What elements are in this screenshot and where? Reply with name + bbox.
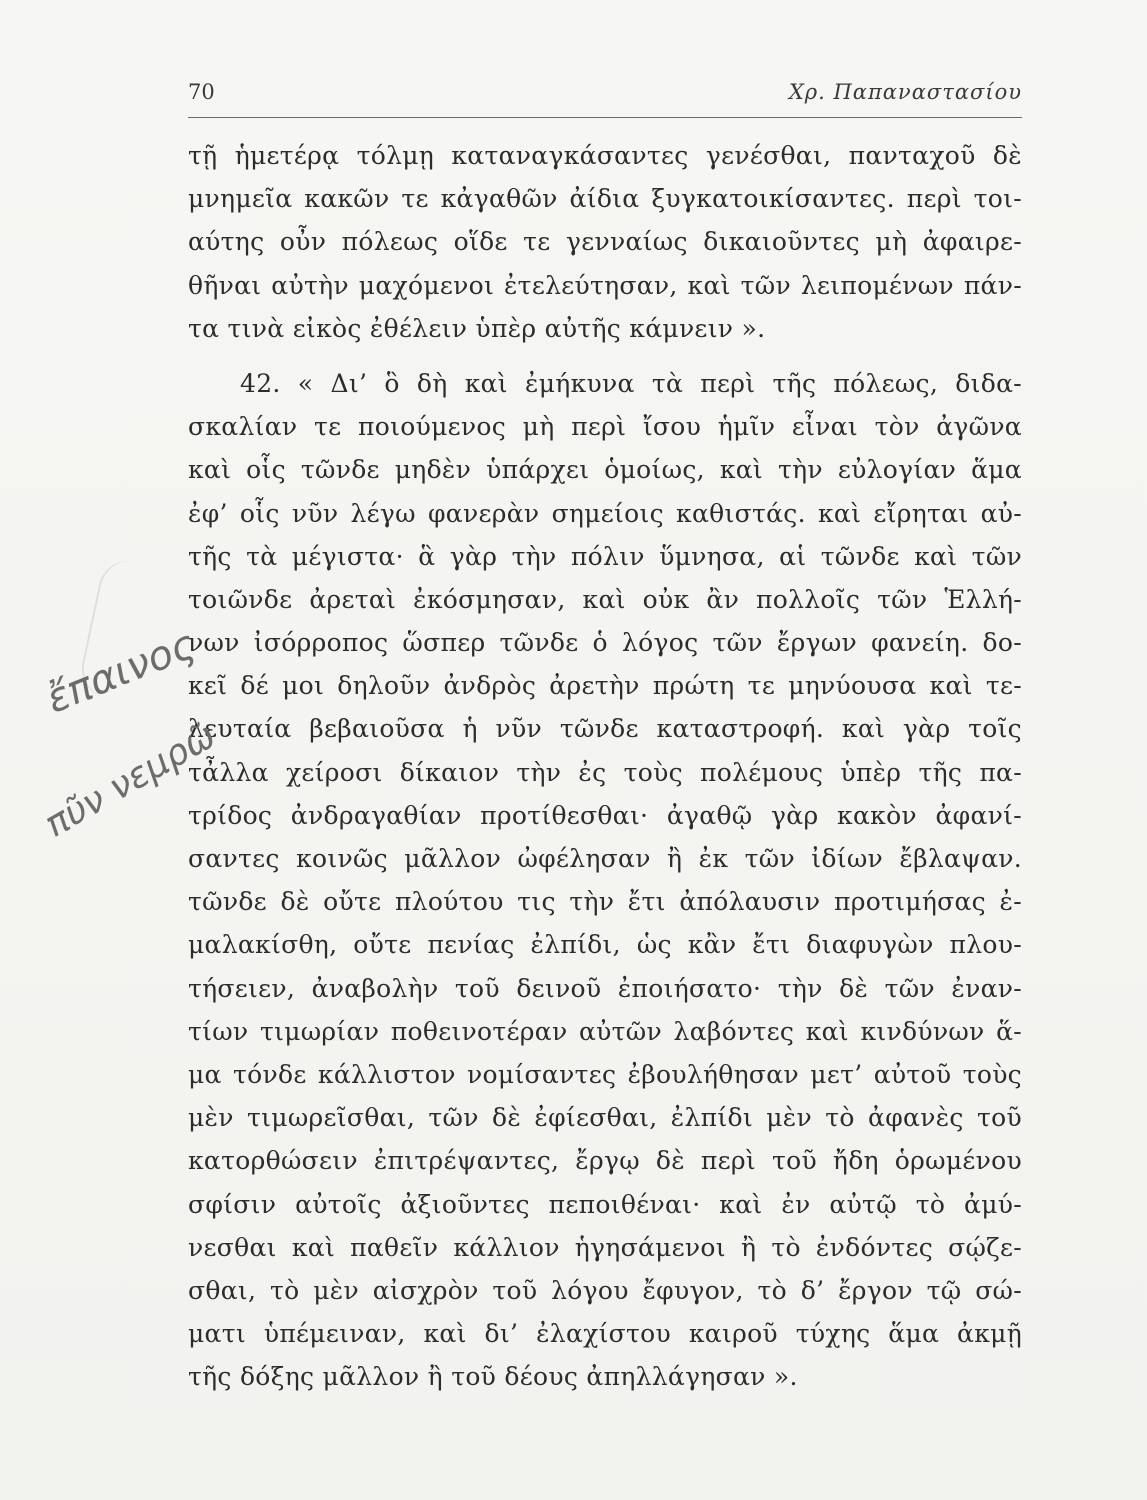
text-line: κατορθώσειν ἐπιτρέψαντες, ἔργῳ δὲ περὶ τοῦ ἤδη ὁρωμένου (188, 1146, 1022, 1176)
paragraph-spacer (188, 350, 1022, 362)
text-line: τῆς τὰ μέγιστα· ἃ γὰρ τὴν πόλιν ὕμνησα, αἱ τῶνδε καὶ τῶν (188, 541, 1022, 571)
page-number: 70 (188, 80, 215, 104)
text-line: τρίδος ἀνδραγαθίαν προτίθεσθαι· ἀγαθῷ γὰρ κακὸν ἀφανί- (188, 800, 1022, 830)
text-line: τα τινὰ εἰκὸς ἐθέλειν ὑπὲρ αὐτῆς κάμνειν ». (188, 313, 766, 343)
text-line: σθαι, τὸ μὲν αἰσχρὸν τοῦ λόγου ἔφυγον, τὸ δ’ ἔργον τῷ σώ- (188, 1275, 1022, 1305)
margin-note-handwritten: πῦν νεμρῶ (38, 715, 223, 846)
text-line: τῆς δόξης μᾶλλον ἢ τοῦ δέους ἀπηλλάγησαν ». (188, 1362, 798, 1392)
text-line: καὶ οἷς τῶνδε μηδὲν ὑπάρχει ὁμοίως, καὶ τὴν εὐλογίαν ἅμα (188, 455, 1022, 485)
text-line: τἆλλα χείροσι δίκαιον τὴν ἐς τοὺς πολέμους ὑπὲρ τῆς πα- (188, 757, 1022, 787)
text-line: σαντες κοινῶς μᾶλλον ὠφέλησαν ἢ ἐκ τῶν ἰδίων ἔβλαψαν. (188, 844, 1022, 873)
text-line: μαλακίσθη, οὔτε πενίας ἐλπίδι, ὡς κἂν ἔτι διαφυγὼν πλου- (188, 930, 1022, 960)
text-line: ἐφ’ οἷς νῦν λέγω φανερὰν σημείοις καθιστάς. καὶ εἴρηται αὐ- (188, 498, 1022, 528)
running-head (188, 74, 1022, 106)
text-line: μὲν τιμωρεῖσθαι, τῶν δὲ ἐφίεσθαι, ἐλπίδι μὲν τὸ ἀφανὲς τοῦ (188, 1103, 1022, 1133)
margin-note-handwritten: ἔπαινος (40, 621, 202, 723)
running-title: Χρ. Παπαναστασίου (788, 80, 1022, 104)
text-line: μνημεῖα κακῶν τε κἀγαθῶν ἀίδια ξυγκατοικίσαντες. περὶ τοι- (188, 184, 1022, 214)
text-line: αύτης οὖν πόλεως οἵδε τε γενναίως δικαιοῦντες μὴ ἀφαιρε- (188, 227, 1022, 257)
text-line: τίων τιμωρίαν ποθεινοτέραν αὐτῶν λαβόντες καὶ κινδύνων ἅ- (188, 1016, 1022, 1046)
text-line: θῆναι αὐτὴν μαχόμενοι ἐτελεύτησαν, καὶ τῶν λειπομένων πάν- (188, 270, 1022, 300)
text-line: τῇ ἡμετέρᾳ τόλμῃ καταναγκάσαντες γενέσθαι, πανταχοῦ δὲ (188, 141, 1022, 170)
pencil-scribble (76, 555, 166, 705)
text-line: τοιῶνδε ἀρεταὶ ἐκόσμησαν, καὶ οὐκ ἂν πολλοῖς τῶν Ἑλλή- (188, 584, 1022, 614)
text-line: ματι ὑπέμειναν, καὶ δι’ ἐλαχίστου καιροῦ τύχης ἅμα ἀκμῇ (188, 1319, 1022, 1349)
paragraph-42-start: 42. « Δι’ ὃ δὴ καὶ ἐμήκυνα τὰ περὶ τῆς πόλεως, διδα- (240, 368, 1022, 398)
text-line: νεσθαι καὶ παθεῖν κάλλιον ἡγησάμενοι ἢ τὸ ἐνδόντες σῴζε- (188, 1232, 1022, 1262)
text-line: λευταία βεβαιοῦσα ἡ νῦν τῶνδε καταστροφή. καὶ γὰρ τοῖς (188, 714, 1022, 744)
text-line: κεῖ δέ μοι δηλοῦν ἀνδρὸς ἀρετὴν πρώτη τε μηνύουσα καὶ τε- (188, 671, 1022, 701)
body-text (188, 134, 1022, 1398)
header-rule (188, 117, 1022, 118)
text-line: τῶνδε δὲ οὔτε πλούτου τις τὴν ἔτι ἀπόλαυσιν προτιμήσας ἐ- (188, 887, 1022, 917)
text-line: τήσειεν, ἀναβολὴν τοῦ δεινοῦ ἐποιήσατο· τὴν δὲ τῶν ἐναν- (188, 973, 1022, 1003)
text-line: σφίσιν αὐτοῖς ἀξιοῦντες πεποιθέναι· καὶ ἐν αὐτῷ τὸ ἀμύ- (188, 1189, 1022, 1219)
text-line: νων ἰσόρροπος ὥσπερ τῶνδε ὁ λόγος τῶν ἔργων φανείη. δο- (188, 628, 1022, 658)
text-line: μα τόνδε κάλλιστον νομίσαντες ἐβουλήθησαν μετ’ αὐτοῦ τοὺς (188, 1059, 1022, 1089)
text-line: σκαλίαν τε ποιούμενος μὴ περὶ ἴσου ἡμῖν εἶναι τὸν ἀγῶνα (188, 412, 1022, 442)
